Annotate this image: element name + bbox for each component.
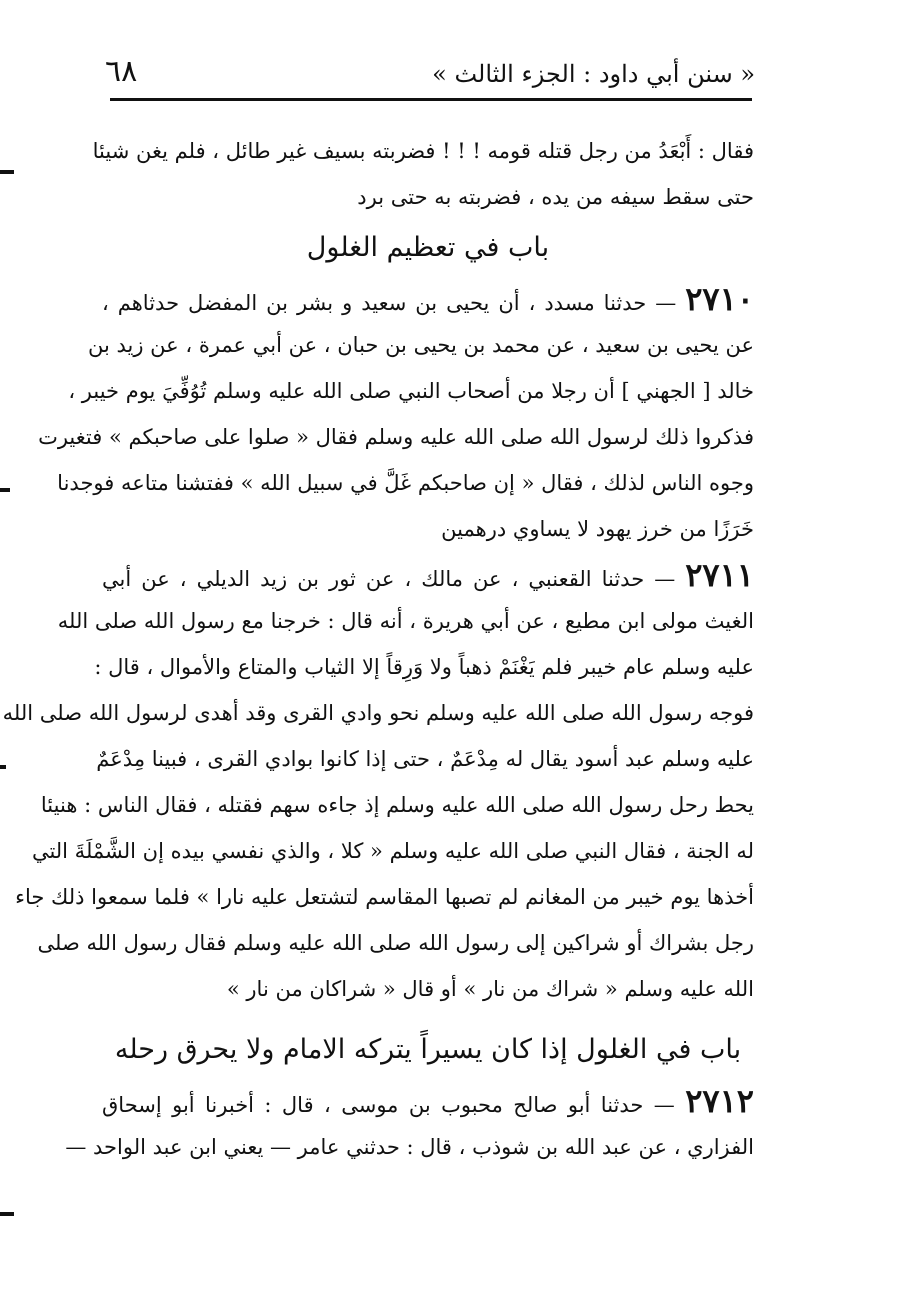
text-line: خَرَزًا من خرز يهود لا يساوي درهمين xyxy=(441,517,754,541)
text-line: عليه وسلم عام خيبر فلم يَغْنَمْ ذهباً ولا وَرِقاً إلا الثياب والمتاع والأموال ، قال : xyxy=(94,655,754,679)
text-line: أخذها يوم خيبر من المغانم لم تصبها المقاسم لتشتعل عليه نارا » فلما سمعوا ذلك جاء xyxy=(15,885,754,909)
text-line: فذكروا ذلك لرسول الله صلى الله عليه وسلم فقال « صلوا على صاحبكم » فتغيرت xyxy=(38,425,754,449)
text-line: فقال : أَبْعَدُ من رجل قتله قومه ! ! ! فضربته بسيف غير طائل ، فلم يغن شيئا xyxy=(92,139,754,163)
running-title: « سنن أبي داود : الجزء الثالث » xyxy=(432,60,755,88)
text-line: عليه وسلم عبد أسود يقال له مِدْعَمٌ ، حتى إذا كانوا بوادي القرى ، فبينا مِدْعَمٌ xyxy=(96,747,754,771)
hadith-number: ٢٧١٠ xyxy=(685,280,754,318)
page-number: ٦٨ xyxy=(105,54,138,89)
hadith-start-line: ٢٧١٠ — حدثنا مسدد ، أن يحيى بن سعيد و بشر بن المفضل حدثاهم ، xyxy=(102,280,754,318)
text-line: يحط رحل رسول الله صلى الله عليه وسلم إذ جاءه سهم فقتله ، فقال الناس : هنيئا xyxy=(40,793,754,817)
scan-edge-mark xyxy=(0,765,6,769)
text-line: حتى سقط سيفه من يده ، فضربته به حتى برد xyxy=(357,185,754,209)
scan-edge-mark xyxy=(0,170,14,174)
section-heading: باب في الغلول إذا كان يسيراً يتركه الامام ولا يحرق رحله xyxy=(114,1034,742,1065)
scan-edge-mark xyxy=(0,1212,14,1216)
scan-edge-mark xyxy=(0,488,10,492)
text-line: وجوه الناس لذلك ، فقال « إن صاحبكم غَلَّ في سبيل الله » ففتشنا متاعه فوجدنا xyxy=(57,471,754,495)
section-heading: باب في تعظيم الغلول xyxy=(306,232,550,263)
text-line: رجل بشراك أو شراكين إلى رسول الله صلى الله عليه وسلم فقال رسول الله صلى xyxy=(37,931,754,955)
text-line: فوجه رسول الله صلى الله عليه وسلم نحو وادي القرى وقد أهدى لرسول الله صلى الله xyxy=(2,701,754,725)
running-header xyxy=(105,48,755,96)
text-line: عن يحيى بن سعيد ، عن محمد بن يحيى بن حبان ، عن أبي عمرة ، عن زيد بن xyxy=(87,333,754,357)
text-line: الله عليه وسلم « شراك من نار » أو قال « شراكان من نار » xyxy=(226,977,754,1001)
text-line: الغيث مولى ابن مطيع ، عن أبي هريرة ، أنه قال : خرجنا مع رسول الله صلى الله xyxy=(57,609,754,633)
text-line: خالد [ الجهني ] أن رجلا من أصحاب النبي صلى الله عليه وسلم تُوُفِّيَ يوم خيبر ، xyxy=(68,379,754,403)
page-body xyxy=(2,128,754,1170)
hadith-number: ٢٧١١ xyxy=(685,556,754,594)
text-line: الفزاري ، عن عبد الله بن شوذب ، قال : حدثني عامر — يعني ابن عبد الواحد — xyxy=(65,1135,754,1159)
hadith-number: ٢٧١٢ xyxy=(685,1082,754,1120)
hadith-start-line: ٢٧١١ — حدثنا القعنبي ، عن مالك ، عن ثور بن زيد الديلي ، عن أبي xyxy=(102,556,754,594)
text-line: له الجنة ، فقال النبي صلى الله عليه وسلم « كلا ، والذي نفسي بيده إن الشَّمْلَةَ التي xyxy=(31,839,754,863)
hadith-start-line: ٢٧١٢ — حدثنا أبو صالح محبوب بن موسى ، قال : أخبرنا أبو إسحاق xyxy=(102,1082,754,1120)
header-rule xyxy=(110,98,752,101)
